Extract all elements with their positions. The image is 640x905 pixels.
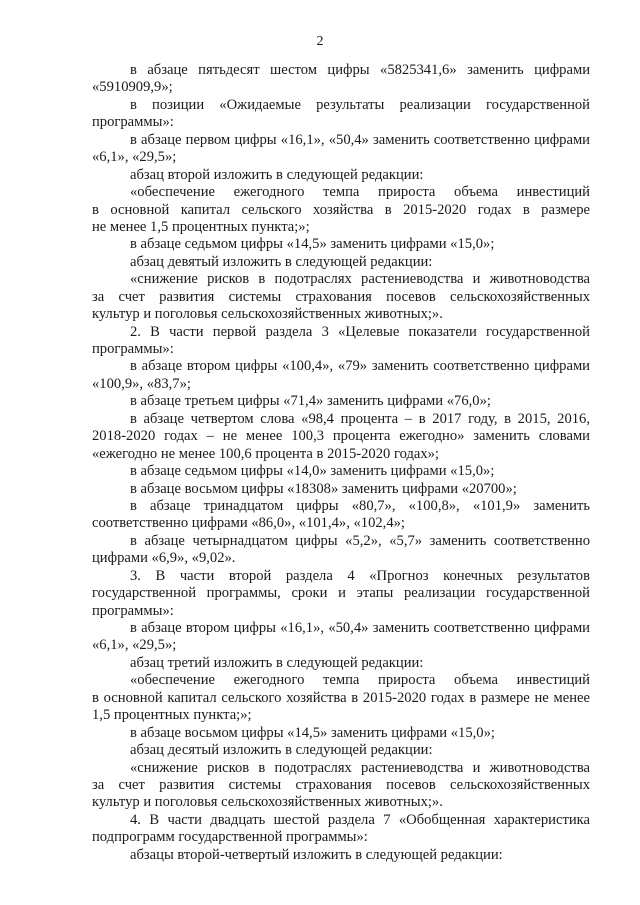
text-line: абзац десятый изложить в следующей редакции: — [130, 742, 433, 759]
text-line: в абзаце четырнадцатом цифры «5,2», «5,7» заменить соответственно — [130, 532, 590, 549]
text-line: программы»: — [92, 602, 174, 619]
text-line: культур и поголовья сельскохозяйственных животных;». — [92, 306, 443, 323]
text-line: «ежегодно не менее 100,6 процента в 2015-2020 годах»; — [92, 445, 440, 462]
text-line: абзац второй изложить в следующей редакции: — [130, 166, 424, 183]
text-line: 1,5 процентных пункта;»; — [92, 707, 252, 724]
text-line: в абзаце четвертом слова «98,4 процента – в 2017 году, в 2015, 2016, — [130, 410, 590, 427]
text-line: подпрограмм государственной программы»: — [92, 829, 368, 846]
text-line: в основной капитал сельского хозяйства в 2015-2020 годах в размере — [92, 201, 590, 218]
text-line: в абзаце пятьдесят шестом цифры «5825341,6» заменить цифрами — [130, 62, 590, 78]
text-line: в абзаце тринадцатом цифры «80,7», «100,8», «101,9» заменить — [130, 497, 590, 514]
text-line: «5910909,9»; — [92, 79, 173, 96]
text-line: в позиции «Ожидаемые результаты реализации государственной — [130, 96, 590, 113]
text-line: культур и поголовья сельскохозяйственных животных;». — [92, 794, 443, 811]
text-line: программы»: — [92, 114, 174, 131]
text-line: в абзаце третьем цифры «71,4» заменить цифрами «76,0»; — [130, 393, 491, 410]
text-line: абзац третий изложить в следующей редакции: — [130, 654, 424, 671]
text-line: в абзаце седьмом цифры «14,0» заменить цифрами «15,0»; — [130, 463, 495, 480]
page-number: 2 — [316, 34, 324, 49]
text-line: «100,9», «83,7»; — [92, 375, 191, 392]
text-line: цифрами «6,9», «9,02». — [92, 550, 236, 567]
text-line: соответственно цифрами «86,0», «101,4», «102,4»; — [92, 515, 405, 532]
text-line: 3. В части второй раздела 4 «Прогноз конечных результатов — [130, 567, 590, 584]
text-line: в абзаце восьмом цифры «18308» заменить цифрами «20700»; — [130, 480, 517, 497]
text-line: программы»: — [92, 341, 174, 357]
text-line: в абзаце седьмом цифры «14,5» заменить цифрами «15,0»; — [130, 236, 495, 253]
text-line: «снижение рисков в подотраслях растениеводства и животноводства — [130, 759, 590, 776]
text-line: «снижение рисков в подотраслях растениеводства и животноводства — [130, 271, 590, 288]
text-line: 4. В части двадцать шестой раздела 7 «Обобщенная характеристика — [130, 811, 590, 828]
text-line: 2. В части первой раздела 3 «Целевые показатели государственной — [130, 323, 590, 340]
text-line: «обеспечение ежегодного темпа прироста объема инвестиций — [130, 672, 590, 689]
text-line: «обеспечение ежегодного темпа прироста объема инвестиций — [130, 184, 590, 201]
text-line: государственной программы, сроки и этапы реализации государственной — [92, 585, 590, 602]
text-line: не менее 1,5 процентных пункта;»; — [92, 218, 310, 235]
text-line: в основной капитал сельского хозяйства в 2015-2020 годах в размере не менее — [92, 689, 590, 706]
text-line: абзац девятый изложить в следующей редакции: — [130, 253, 433, 270]
text-line: «6,1», «29,5»; — [92, 637, 177, 654]
text-line: в абзаце восьмом цифры «14,5» заменить цифрами «15,0»; — [130, 724, 495, 741]
text-line: «6,1», «29,5»; — [92, 149, 177, 166]
text-line: в абзаце первом цифры «16,1», «50,4» заменить соответственно цифрами — [130, 131, 590, 148]
text-line: в абзаце втором цифры «100,4», «79» заменить соответственно цифрами — [130, 358, 590, 375]
text-line: абзацы второй-четвертый изложить в следующей редакции: — [130, 846, 503, 863]
document-body — [92, 62, 590, 864]
text-line: в абзаце втором цифры «16,1», «50,4» заменить соответственно цифрами — [130, 620, 590, 636]
text-line: за счет развития системы страхования посевов сельскохозяйственных — [92, 288, 590, 305]
text-line: 2018-2020 годах – не менее 100,3 процента ежегодно» заменить словами — [92, 428, 590, 445]
text-line: за счет развития системы страхования посевов сельскохозяйственных — [92, 776, 590, 793]
